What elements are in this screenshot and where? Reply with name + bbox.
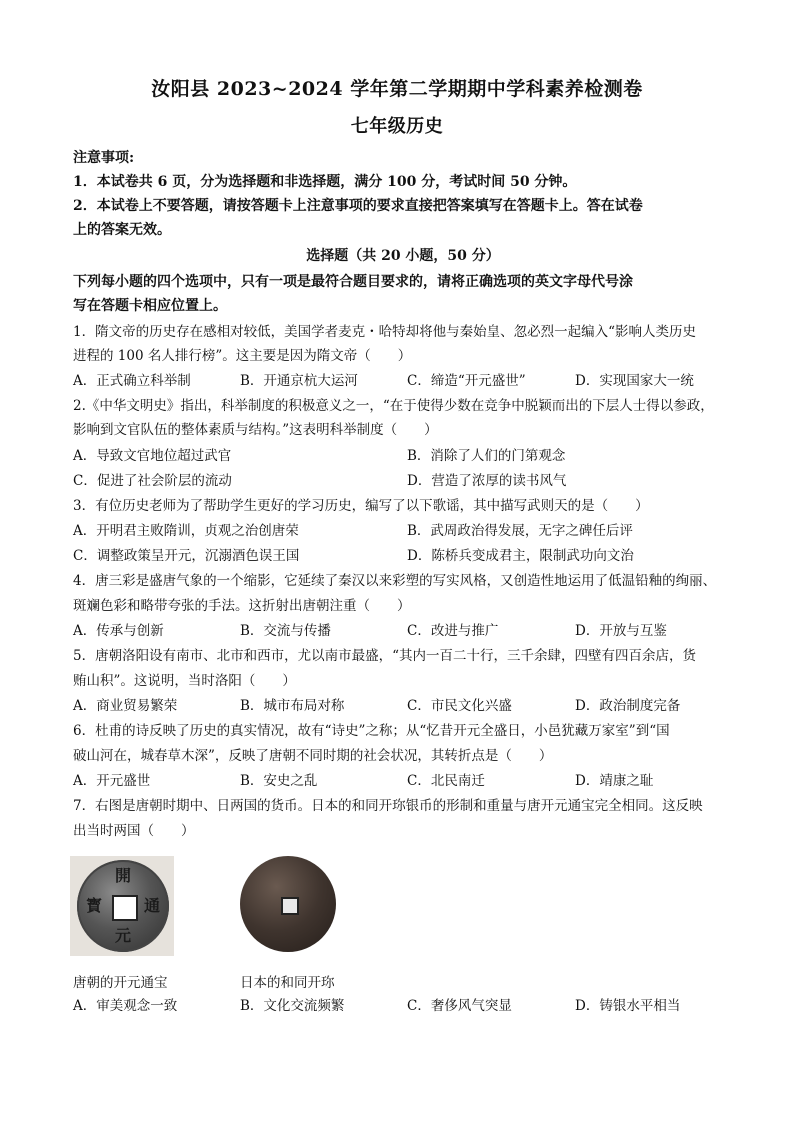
option-a: A．正式确立科举制 [73,373,191,389]
coin-character-right: 通 [144,896,161,915]
question-4-line1: 4．唐三彩是盛唐气象的一个缩影，它延续了秦汉以来彩塑的写实风格，又创造性地运用了低温铅釉的绚丽、 [73,573,717,589]
section-title: 选择题（共 20 小题，50 分） [306,248,500,264]
section-instruction-line2: 写在答题卡相应位置上。 [73,298,227,314]
question-2-line2: 影响到文官队伍的整体素质与结构。”这表明科举制度（ ） [73,422,438,438]
option-a: A．开元盛世 [73,773,151,789]
exam-subtitle: 七年级历史 [350,116,444,137]
option-d: D．实现国家大一统 [575,373,694,389]
option-a: A．审美观念一致 [73,998,178,1014]
question-7-line2: 出当时两国（ ） [73,823,195,839]
question-7-line1: 7．右图是唐朝时期中、日两国的货币。日本的和同开珎银币的形制和重量与唐开元通宝完全相同。这反映 [73,798,703,814]
option-b: B．消除了人们的门第观念 [407,448,566,464]
question-2-line1: 2.《中华文明史》指出，科举制度的积极意义之一，“在于使得少数在竞争中脱颖而出的下层人士得以参政， [73,398,714,414]
notice-item-1: 1．本试卷共 6 页，分为选择题和非选择题，满分 100 分，考试时间 50 分钟。 [73,174,577,190]
kaiyuan-tongbao-coin-image [77,860,169,952]
coin-square-hole [281,897,299,915]
option-c: C．市民文化兴盛 [407,698,512,714]
question-5-line1: 5．唐朝洛阳设有南市、北市和西市，尤以南市最盛，“其内一百二十行，三千余肆，四壁有四百余店，货 [73,648,696,664]
option-b: B．武周政治得发展，无字之碑任后评 [407,523,633,539]
question-1-line2: 进程的 100 名人排行榜”。这主要是因为隋文帝（ ） [73,348,412,364]
coin-character-left: 寳 [86,896,103,915]
question-4-line2: 斑斓色彩和略带夸张的手法。这折射出唐朝注重（ ） [73,598,411,614]
option-b: B．开通京杭大运河 [240,373,358,389]
coin-square-hole [112,895,138,921]
coin-character-bottom: 元 [115,926,132,945]
option-d: D．开放与互鉴 [575,623,667,639]
option-c: C．北民南迁 [407,773,485,789]
coin-character-top: 開 [115,866,132,885]
coin2-caption: 日本的和同开珎 [240,975,335,991]
option-c: C．缔造“开元盛世” [407,373,526,389]
option-d: D．陈桥兵变成君主，限制武功向文治 [407,548,634,564]
notice-heading: 注意事项: [73,150,135,166]
coin1-caption: 唐朝的开元通宝 [73,975,168,991]
option-b: B．安史之乱 [240,773,318,789]
question-6-line2: 破山河在，城春草木深”，反映了唐朝不同时期的社会状况，其转折点是（ ） [73,748,553,764]
question-1-line1: 1．隋文帝的历史存在感相对较低，美国学者麦克・哈特却将他与秦始皇、忽必烈一起编入“影响人类历史 [73,324,696,340]
notice-item-2-line1: 2．本试卷上不要答题，请按答题卡上注意事项的要求直接把答案填写在答题卡上。答在试卷 [73,198,643,214]
wadokaichin-coin-image [240,856,336,952]
option-b: B．交流与传播 [240,623,331,639]
option-a: A．导致文官地位超过武官 [73,448,232,464]
question-3-line1: 3．有位历史老师为了帮助学生更好的学习历史，编写了以下歌谣，其中描写武则天的是（ ） [73,498,649,514]
option-a: A．传承与创新 [73,623,164,639]
option-c: C．调整政策呈开元，沉溺酒色误王国 [73,548,300,564]
option-c: C．改进与推广 [407,623,499,639]
option-b: B．文化交流频繁 [240,998,345,1014]
option-c: C．奢侈风气突显 [407,998,512,1014]
option-d: D．铸银水平相当 [575,998,681,1014]
exam-title: 汝阳县 2023~2024 学年第二学期期中学科素养检测卷 [151,78,643,100]
option-d: D．靖康之耻 [575,773,654,789]
option-d: D．营造了浓厚的读书风气 [407,473,567,489]
option-b: B．城市布局对称 [240,698,345,714]
section-instruction-line1: 下列每小题的四个选项中，只有一项是最符合题目要求的，请将正确选项的英文字母代号涂 [73,274,633,290]
question-6-line1: 6．杜甫的诗反映了历史的真实情况，故有“诗史”之称；从“忆昔开元全盛日，小邑犹藏万家室”到“国 [73,723,670,739]
option-a: A．商业贸易繁荣 [73,698,178,714]
option-d: D．政治制度完备 [575,698,681,714]
option-a: A．开明君主败隋训，贞观之治创唐荣 [73,523,299,539]
notice-item-2-line2: 上的答案无效。 [73,222,171,238]
option-c: C．促进了社会阶层的流动 [73,473,232,489]
question-5-line2: 贿山积”。这说明，当时洛阳（ ） [73,673,296,689]
